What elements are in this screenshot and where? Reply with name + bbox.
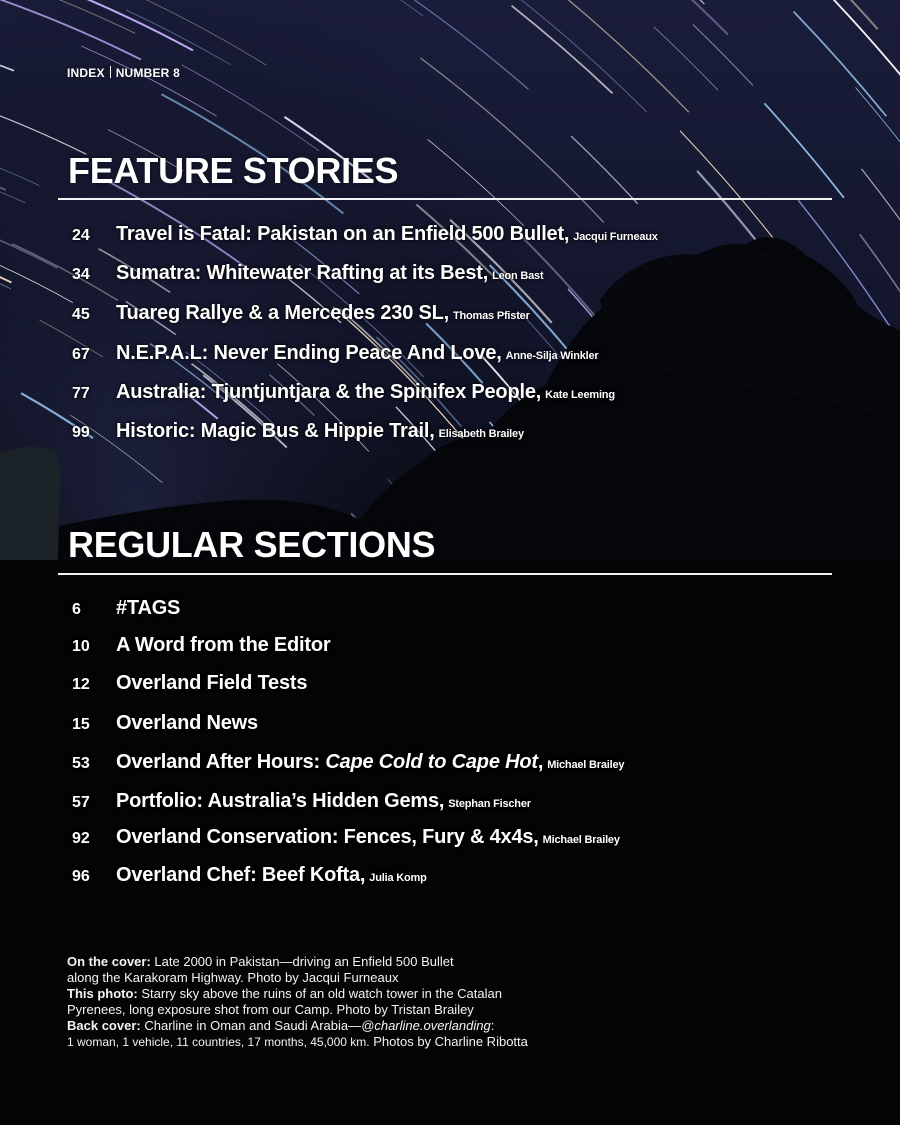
toc-page-number: 6 (72, 601, 81, 618)
toc-author: Julia Komp (369, 872, 427, 884)
this-photo-text: Starry sky above the ruins of an old watch tower in the Catalan (141, 986, 502, 1001)
toc-title: #TAGS (116, 597, 181, 619)
feature-stories-rule (58, 198, 832, 200)
toc-author: Michael Brailey (547, 759, 625, 771)
toc-page-number: 45 (72, 306, 90, 323)
regular-sections-rule (58, 573, 832, 575)
toc-page-number: 10 (72, 638, 90, 655)
toc-title-end: , (537, 751, 544, 773)
feature-stories-heading: FEATURE STORIES (68, 150, 399, 191)
toc-author: Thomas Pfister (453, 310, 530, 322)
back-cover-handle: @charline.overlanding (361, 1018, 491, 1033)
running-head-section: INDEX (67, 66, 105, 80)
toc-author: Leon Bast (492, 270, 544, 282)
toc-title: N.E.P.A.L: Never Ending Peace And Love, (116, 342, 502, 364)
toc-author: Anne-Silja Winkler (505, 350, 599, 362)
back-cover-text: Charline in Oman and Saudi Arabia— (144, 1018, 362, 1033)
cover-credit-text: Late 2000 in Pakistan—driving an Enfield 500 Bullet (154, 954, 454, 969)
toc-title-italic: Cape Cold to Cape Hot (325, 751, 538, 773)
this-photo-label: This photo: (67, 986, 138, 1001)
toc-page-number: 24 (72, 227, 90, 244)
toc-page-number: 99 (72, 424, 90, 441)
toc-author: Stephan Fischer (448, 798, 531, 810)
toc-page-number: 53 (72, 755, 90, 772)
toc-title: Overland Field Tests (116, 672, 308, 694)
toc-page-number: 96 (72, 868, 90, 885)
toc-title: Australia: Tjuntjuntjara & the Spinifex People, (116, 381, 542, 403)
toc-author: Jacqui Furneaux (573, 231, 658, 243)
toc-title: Historic: Magic Bus & Hippie Trail, (116, 420, 435, 442)
toc-page-number: 12 (72, 676, 90, 693)
toc-title: Overland Chef: Beef Kofta, (116, 864, 366, 886)
toc-title: Tuareg Rallye & a Mercedes 230 SL, (116, 302, 449, 324)
toc-page-number: 57 (72, 794, 90, 811)
running-head-divider (110, 66, 111, 78)
toc-title: Sumatra: Whitewater Rafting at its Best, (116, 262, 489, 284)
toc-page-number: 34 (72, 266, 90, 283)
toc-title: Travel is Fatal: Pakistan on an Enfield 500 Bullet, (116, 223, 570, 245)
running-head-issue: NUMBER 8 (115, 66, 180, 80)
back-cover-photo-credit: Photos by Charline Ribotta (373, 1034, 528, 1049)
toc-title: Overland Conservation: Fences, Fury & 4x4s, (116, 826, 539, 848)
toc-title: Portfolio: Australia’s Hidden Gems, (116, 790, 445, 812)
toc-page-number: 15 (72, 716, 90, 733)
running-head (67, 66, 180, 80)
photo-credits (67, 954, 528, 1050)
toc-page-number: 67 (72, 346, 90, 363)
back-cover-stats: 1 woman, 1 vehicle, 11 countries, 17 months, 45,000 km. (67, 1035, 370, 1049)
toc-page-number: 77 (72, 385, 90, 402)
back-cover-colon: : (490, 1018, 495, 1033)
toc-page-number: 92 (72, 830, 90, 847)
toc-title: A Word from the Editor (116, 634, 331, 656)
cover-credit-label: On the cover: (67, 954, 151, 969)
toc-author: Kate Leeming (545, 389, 615, 401)
toc-title: Overland After Hours: (116, 751, 326, 773)
regular-sections-heading: REGULAR SECTIONS (68, 524, 436, 565)
toc-author: Elisabeth Brailey (438, 428, 524, 440)
cover-credit-text-2: along the Karakoram Highway. Photo by Jacqui Furneaux (67, 970, 399, 985)
this-photo-text-2: Pyrenees, long exposure shot from our Camp. Photo by Tristan Brailey (67, 1002, 474, 1017)
toc-title: Overland News (116, 712, 258, 734)
back-cover-label: Back cover: (67, 1018, 141, 1033)
toc-author: Michael Brailey (542, 834, 620, 846)
